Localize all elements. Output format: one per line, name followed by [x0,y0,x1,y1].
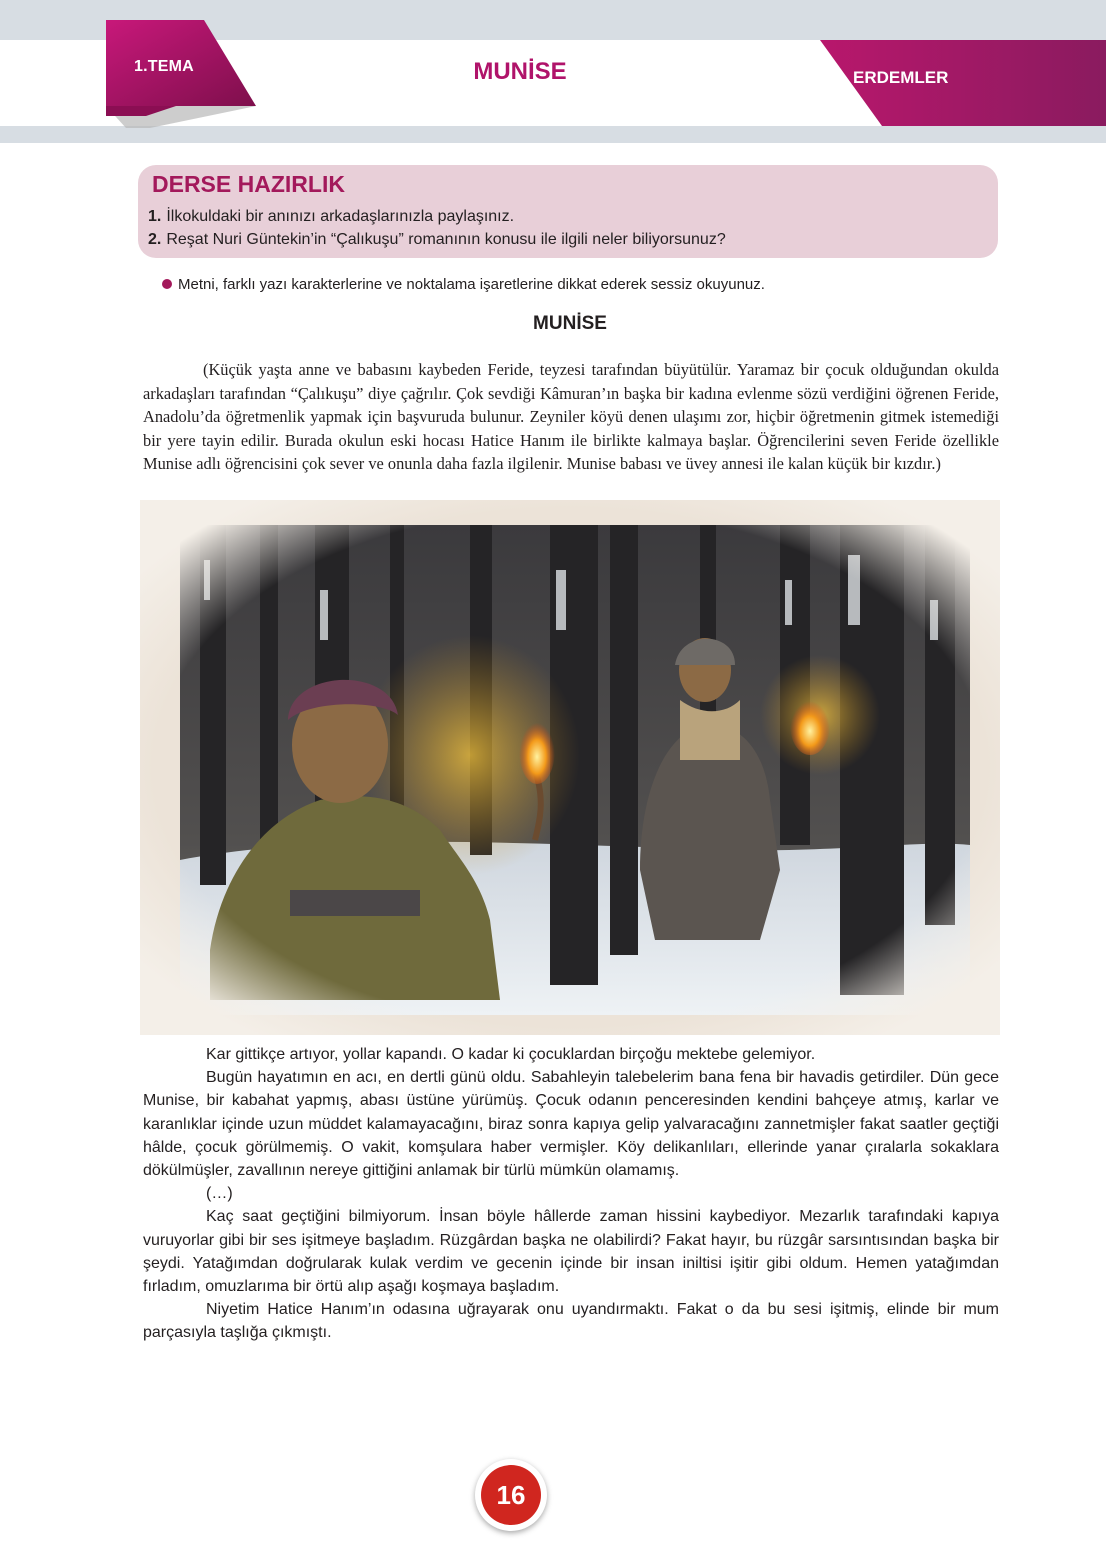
forest-night-illustration [140,500,1000,1035]
theme-label: 1.TEMA [134,58,194,75]
question-number: 1. [148,208,162,225]
prep-title: DERSE HAZIRLIK [152,171,345,197]
bullet-icon [162,279,172,289]
story-illustration [140,500,1000,1035]
story-paragraph: Niyetim Hatice Hanım’ın odasına uğrayarak onu uyandırmaktı. Fakat o da bu sesi işitmiş, elinde bir mum parçasıyla taşlığa çıkmıştı. [143,1301,999,1342]
question-text: Reşat Nuri Güntekin’in “Çalıkuşu” romanının konusu ile ilgili neler biliyorsunuz? [166,231,726,248]
question-text: İlkokuldaki bir anınızı arkadaşlarınızla paylaşınız. [166,208,515,225]
prep-question [148,231,726,249]
story-paragraph: Bugün hayatımın en acı, en dertli günü oldu. Sabahleyin talebelerim bana fena bir havadis getirdiler. Dün gece Munise, bir kabahat yapmış, abası üstüne yürümüş. Çocuk odanın penceresinden kendini bahçeye atmış, karlar ve karanlıklar içinde uzun müddet kalamayacağını, biraz sonra kapıya gelip yalvaracağını zannetmişler fakat saatler geçtiği hâlde, çocuk görülmemiş. O vakit, komşulara haber vermişler. Köy delikanlıları, ellerinde yanar çıralarla sokaklara dökülmüşler, zavallının nereye gittiğini anlamak bir türlü mümkün olamamış. [143,1069,999,1180]
prep-question [148,208,514,226]
instruction-text: Metni, farklı yazı karakterlerine ve noktalama işaretlerine dikkat ederek sessiz okuyunuz. [178,276,765,293]
page-number-badge [475,1459,547,1531]
story-paragraph: Kaç saat geçtiğini bilmiyorum. İnsan böyle hâllerde zaman hissini kaybediyor. Mezarlık tarafındaki kapıya vuruyorlar gibi bir ses işitmeye başladım. Rüzgârdan başka ne olabilirdi? Fakat hayır, bu rüzgâr sarsıntısından başka bir şeydi. Yatağımdan doğrularak kulak verdim ve gecenin içinde bir insan iniltisi işitir gibi oldum. Hemen yatağımdan fırladım, omuzlarıma bir örtü alıp aşağı koşmaya başladım. [143,1208,999,1296]
question-number: 2. [148,231,162,248]
story-summary: (Küçük yaşta anne ve babasını kaybeden Feride, teyzesi tarafından büyütülür. Yaramaz bir çocuk olduğundan okulda arkadaşları tarafından “Çalıkuşu” diye çağrılır. Çok sevdiği Kâmuran’ın başka bir kadına evlenme sözü verdiğini öğrenen Feride, Anadolu’da öğretmenlik yapmak için başvuruda bulunur. Zeyniler köyü denen ulaşımı zor, hiçbir öğretmenin gitmek istemediği bir yere tayin edilir. Burada okulun eski hocası Hatice Hanım ile birlikte kalmaya başlar. Öğrencilerini seven Feride özellikle Munise adlı öğrencisini çok sever ve onunla daha fazla ilgilenir. Munise babası ve üvey annesi ile kalan küçük bir kızdır.) [143,360,999,474]
page-number: 16 [481,1465,541,1525]
reading-instruction [162,276,765,293]
story-paragraph: Kar gittikçe artıyor, yollar kapandı. O kadar ki çocuklardan birçoğu mektebe gelemiyor. [206,1046,816,1063]
story-ellipsis: (…) [206,1185,233,1203]
story-title: MUNİSE [533,313,607,334]
story-body [143,1043,999,1345]
page-header-title: MUNİSE [473,58,567,85]
section-label: ERDEMLER [853,68,949,87]
